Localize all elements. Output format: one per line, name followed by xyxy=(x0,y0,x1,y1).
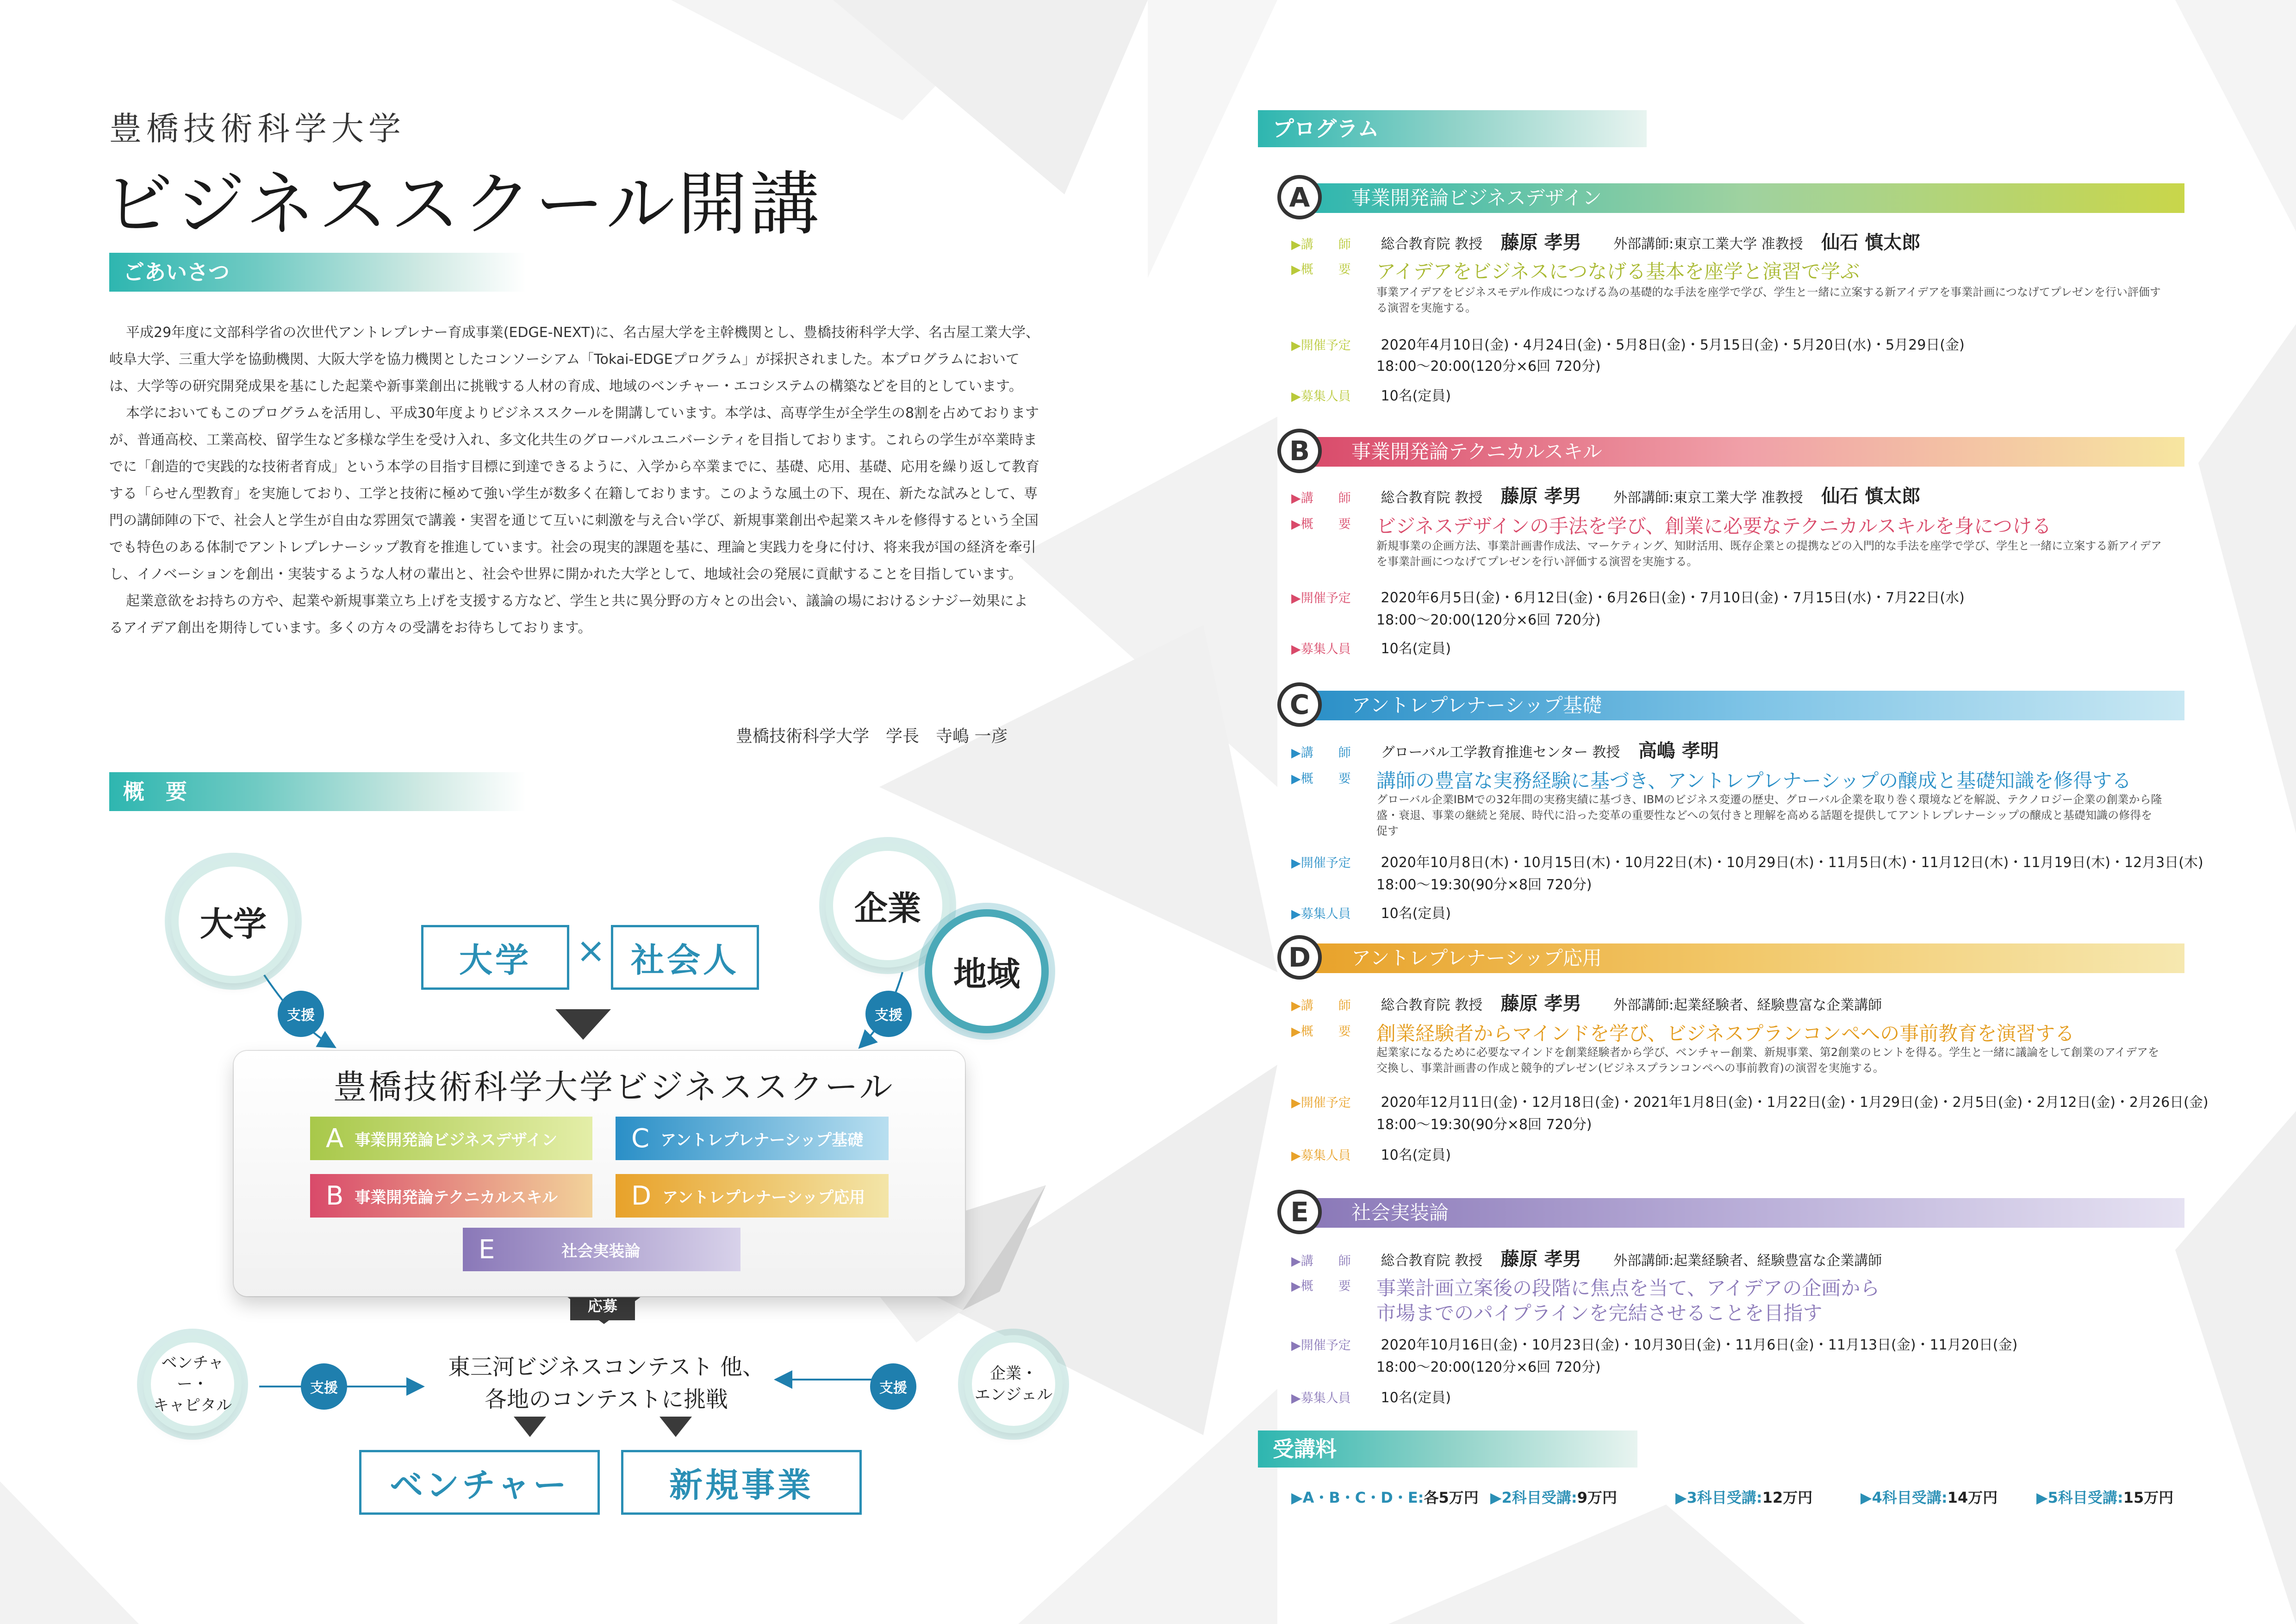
label: ▶募集人員 xyxy=(1291,642,1351,656)
label: ▶講 師 xyxy=(1291,237,1351,252)
chip-letter: E xyxy=(479,1234,495,1265)
lecturer-name: 高嶋 孝明 xyxy=(1638,740,1719,762)
fee-key: ▶2科目受講: xyxy=(1490,1489,1577,1506)
label: ▶講 師 xyxy=(1291,999,1351,1013)
apply-label: 応募 xyxy=(587,1297,617,1315)
course-chip-d xyxy=(616,1174,889,1218)
fee-item xyxy=(2036,1486,2173,1507)
fee-item xyxy=(1490,1486,1617,1507)
course-name: アントレプレナーシップ応用 xyxy=(1351,947,1602,969)
label: ▶募集人員 xyxy=(1291,907,1351,921)
lecturer-name: 藤原 孝男 xyxy=(1500,232,1581,253)
course-e-capacity xyxy=(1291,1386,1451,1406)
fee-item xyxy=(1291,1486,1479,1507)
course-band xyxy=(1305,1198,2184,1228)
greeting-paragraph: 平成29年度に文部科学省の次世代アントレプレナー育成事業(EDGE-NEXT)に、名古屋大学を主幹機関とし、豊橋技術科学大学、名古屋工業大学、岐阜大学、三重大学を協動機関、大阪大学を協力機関としたコンソーシアム「Tokai-EDGEプログラム」が採択されました。本プログラムにおいては、大学等の研究開発成果を基にした起業や新事業創出に挑戦する人材の育成、地域のベンチャー・エコシステムの構築などを目的としています。 xyxy=(109,325,1040,394)
course-name: 事業開発論テクニカルスキル xyxy=(1351,440,1602,463)
lecturer-affiliation: 総合教育院 教授 xyxy=(1381,1253,1483,1269)
external-affiliation: 外部講師:起業経験者、経験豊富な企業講師 xyxy=(1613,997,1882,1013)
course-b-time: 18:00～20:00(120分×6回 720分) xyxy=(1376,612,1601,628)
label: ▶概 要 xyxy=(1291,772,1351,786)
fee-key: ▶A・B・C・D・E: xyxy=(1291,1489,1424,1506)
label: ▶開催予定 xyxy=(1291,856,1351,870)
course-c-description: グローバル企業IBMでの32年間の実務実績に基づき、IBMのビジネス変遷の歴史、グローバル企業を取り巻く環境などを解説、テクノロジー企業の創業から隆盛・衰退、事業の継続と発展、時代に沿った変革の重要性などへの気付きと理解を高める話題を提供してアントレプレナーシップの醸成と基礎知識の修得を促す xyxy=(1376,793,2162,837)
course-b-subtitle: ビジネスデザインの手法を学び、創業に必要なテクニカルスキルを身につける xyxy=(1376,515,2052,537)
program-heading: プログラム xyxy=(1258,110,1647,147)
fee-item xyxy=(1675,1486,1812,1507)
course-d-description: 起業家になるために必要なマインドを創業経験者から学び、ベンチャー創業、新規事業、第2創業のヒントを得る。学生と一緒に議論をして創業のアイデアを交換し、事業計画書の作成と競争的プレゼン(ビジネスプランコンペへの事前教育)の演習を実施する。 xyxy=(1376,1046,2159,1074)
fee-value: 12万円 xyxy=(1762,1489,1813,1506)
fee-item xyxy=(1860,1486,1997,1507)
chip-label: 社会実装論 xyxy=(561,1242,641,1261)
vc-line1: ベンチャー・ xyxy=(161,1354,224,1393)
course-e-outline-label xyxy=(1291,1276,1376,1294)
course-e-header xyxy=(1277,1196,2184,1230)
course-d-outline-label xyxy=(1291,1021,1376,1039)
course-a-schedule xyxy=(1291,333,1965,354)
course-letter: D xyxy=(1277,935,1322,980)
course-d-capacity xyxy=(1291,1143,1451,1164)
lecturer-name: 藤原 孝男 xyxy=(1500,486,1581,507)
angel-line1: 企業・ xyxy=(989,1364,1037,1383)
course-chip-e xyxy=(463,1228,740,1271)
chip-label: 事業開発論ビジネスデザイン xyxy=(355,1131,558,1149)
course-c-time: 18:00～19:30(90分×8回 720分) xyxy=(1376,877,1592,893)
course-c-capacity xyxy=(1291,902,1451,922)
university-name: 豊橋技術科学大学 xyxy=(109,110,405,148)
chip-letter: A xyxy=(326,1123,344,1154)
support-badge: 支援 xyxy=(870,1363,916,1410)
course-d-schedule xyxy=(1291,1091,2209,1111)
external-affiliation: 外部講師:東京工業大学 准教授 xyxy=(1613,236,1803,252)
business-school-title: 豊橋技術科学大学ビジネススクール xyxy=(333,1068,895,1106)
fee-value: 9万円 xyxy=(1577,1489,1617,1506)
course-e-lecturer xyxy=(1291,1244,1882,1271)
course-b-description: 新規事業の企画方法、事業計画書作成法、マーケティング、知財活用、既存企業との提携などの入門的な手法を座学で学び、学生と一緒に立案する新アイデアを事業計画につなげてプレゼンを行い評価する演習を実施する。 xyxy=(1376,539,2162,568)
course-band xyxy=(1305,943,2184,973)
greeting-heading: ごあいさつ xyxy=(109,253,526,292)
venture-capital-circle xyxy=(151,1343,234,1426)
greeting-paragraph: 本学においてもこのプログラムを活用し、平成30年度よりビジネススクールを開講しています。本学は、高専学生が全学生の8割を占めておりますが、普通高校、工業高校、留学生など多様な学生を受け入れ、多文化共生のグローバルユニバーシティを目指しております。これらの学生が卒業時までに「創造的で実践的な技術者育成」という本学の目指す目標に到達できるように、入学から卒業までに、基礎、応用、基礎、応用を繰り返して教育する「らせん型教育」を実施しており、工学と技術に極めて強い学生が数多く在籍しております。このような風土の下、現在、新たな試みとして、専門の講師陣の下で、社会人と学生が自由な雰囲気で講義・実習を通じて互いに刺激を与え合い学び、新規事業創出や起業スキルを修得するという全国でも特色のある体制でアントレプレナーシップ教育を推進しています。社会の現実的課題を基に、理論と実践力を身に付け、将来我が国の経済を牽引し、イノベーションを創出・実装するような人材の輩出と、社会や世界に開かれた大学として、地域社会の発展に貢献することを目指しています。 xyxy=(109,405,1039,582)
course-a-subtitle: アイデアをビジネスにつなげる基本を座学と演習で学ぶ xyxy=(1376,260,1860,283)
course-e-subtitle: 事業計画立案後の段階に焦点を当て、アイデアの企画から xyxy=(1376,1277,1880,1299)
course-b-schedule xyxy=(1291,586,1965,606)
support-badge: 支援 xyxy=(865,991,912,1037)
label: ▶募集人員 xyxy=(1291,1391,1351,1405)
contest-line2: 各地のコンテストに挑戦 xyxy=(484,1387,728,1412)
university-box: 大学 xyxy=(421,925,569,990)
times-symbol: × xyxy=(576,930,606,971)
label: ▶募集人員 xyxy=(1291,389,1351,404)
course-b-outline-label xyxy=(1291,514,1376,532)
course-letter: B xyxy=(1277,429,1322,473)
chip-label: アントレプレナーシップ応用 xyxy=(662,1188,865,1207)
course-band xyxy=(1305,183,2184,213)
chip-letter: B xyxy=(326,1181,344,1211)
greeting-paragraph: 起業意欲をお持ちの方や、起業や新規事業立ち上げを支援する方など、学生と共に異分野の方々との出会い、議論の場におけるシナジー効果によるアイデア創出を期待しています。多くの方々の受講をお待ちしております。 xyxy=(109,593,1028,636)
label: ▶概 要 xyxy=(1291,262,1351,277)
course-band xyxy=(1305,437,2184,467)
capacity: 10名(定員) xyxy=(1381,906,1451,922)
course-d-time: 18:00～19:30(90分×8回 720分) xyxy=(1376,1117,1592,1133)
capacity: 10名(定員) xyxy=(1381,388,1451,404)
lecturer-affiliation: 総合教育院 教授 xyxy=(1381,490,1483,506)
label: ▶開催予定 xyxy=(1291,1338,1351,1353)
course-a-capacity xyxy=(1291,384,1451,405)
course-c-subtitle: 講師の豊富な実務経験に基づき、アントレプレナーシップの醸成と基礎知識を修得する xyxy=(1376,769,2132,792)
support-badge: 支援 xyxy=(278,991,324,1037)
fee-key: ▶4科目受講: xyxy=(1860,1489,1948,1506)
region-circle: 地域 xyxy=(932,917,1041,1026)
support-badge: 支援 xyxy=(301,1363,347,1410)
lecturer-name: 藤原 孝男 xyxy=(1500,993,1581,1014)
course-e-time: 18:00～20:00(120分×6回 720分) xyxy=(1376,1359,1601,1375)
external-affiliation: 外部講師:起業経験者、経験豊富な企業講師 xyxy=(1613,1253,1882,1269)
contest-text xyxy=(435,1351,778,1416)
course-c-lecturer xyxy=(1291,736,1719,762)
capacity: 10名(定員) xyxy=(1381,641,1451,657)
label: ▶講 師 xyxy=(1291,1254,1351,1268)
chip-letter: C xyxy=(631,1123,650,1154)
label: ▶開催予定 xyxy=(1291,338,1351,353)
course-a-header xyxy=(1277,181,2184,215)
university-circle: 大学 xyxy=(179,867,288,976)
course-name: 事業開発論ビジネスデザイン xyxy=(1351,187,1602,209)
label: ▶概 要 xyxy=(1291,517,1351,531)
label: ▶概 要 xyxy=(1291,1279,1351,1293)
course-a-outline-label xyxy=(1291,259,1376,277)
course-chip-b xyxy=(310,1174,592,1218)
course-e-schedule xyxy=(1291,1333,2017,1354)
label: ▶概 要 xyxy=(1291,1024,1351,1039)
new-business-box: 新規事業 xyxy=(621,1450,862,1515)
course-letter: A xyxy=(1277,175,1322,219)
venture-box: ベンチャー xyxy=(359,1450,600,1515)
label: ▶開催予定 xyxy=(1291,1096,1351,1110)
angel-line2: エンジェル xyxy=(974,1386,1053,1404)
course-c-header xyxy=(1277,689,2184,722)
course-name: 社会実装論 xyxy=(1351,1201,1449,1224)
course-a-lecturer xyxy=(1291,228,1920,254)
label: ▶講 師 xyxy=(1291,491,1351,506)
course-band xyxy=(1305,691,2184,720)
lecturer-name: 藤原 孝男 xyxy=(1500,1249,1581,1270)
course-b-lecturer xyxy=(1291,481,1920,508)
label: ▶講 師 xyxy=(1291,746,1351,760)
course-b-header xyxy=(1277,435,2184,468)
course-d-header xyxy=(1277,942,2184,975)
course-c-outline-label xyxy=(1291,768,1376,787)
capacity: 10名(定員) xyxy=(1381,1390,1451,1406)
course-name: アントレプレナーシップ基礎 xyxy=(1351,694,1602,717)
lecturer-affiliation: 総合教育院 教授 xyxy=(1381,997,1483,1013)
vc-line2: キャピタル xyxy=(153,1396,232,1415)
course-d-subtitle: 創業経験者からマインドを学び、ビジネスプランコンペへの事前教育を演習する xyxy=(1376,1022,2075,1045)
course-letter: C xyxy=(1277,682,1322,727)
company-circle: 企業 xyxy=(833,851,942,960)
adult-box: 社会人 xyxy=(611,925,759,990)
angel-circle xyxy=(972,1343,1055,1426)
fee-value: 各5万円 xyxy=(1424,1489,1479,1506)
fee-heading: 受講料 xyxy=(1258,1430,1637,1468)
label: ▶募集人員 xyxy=(1291,1149,1351,1163)
dates: 2020年6月5日(金)・6月12日(金)・6月26日(金)・7月10日(金)・7月15日(水)・7月22日(水) xyxy=(1381,590,1965,606)
overview-heading: 概 要 xyxy=(109,772,526,811)
chip-letter: D xyxy=(631,1181,652,1211)
course-a-time: 18:00～20:00(120分×6回 720分) xyxy=(1376,358,1601,375)
course-letter: E xyxy=(1277,1190,1322,1234)
course-a-description: 事業アイデアをビジネスモデル作成につなげる為の基礎的な手法を座学で学び、学生と一緒に立案する新アイデアを事業計画につなげてプレゼンを行い評価する演習を実施する。 xyxy=(1376,286,2161,314)
page-title: ビジネススクール開講 xyxy=(104,164,822,245)
dates: 2020年12月11日(金)・12月18日(金)・2021年1月8日(金)・1月22日(金)・1月29日(金)・2月5日(金)・2月12日(金)・2月26日(金) xyxy=(1381,1094,2209,1111)
course-chip-a xyxy=(310,1117,592,1160)
label: ▶開催予定 xyxy=(1291,591,1351,606)
fee-key: ▶3科目受講: xyxy=(1675,1489,1762,1506)
course-d-lecturer xyxy=(1291,989,1882,1015)
dates: 2020年10月8日(木)・10月15日(木)・10月22日(木)・10月29日(木)・11月5日(木)・11月12日(木)・11月19日(木)・12月3日(木) xyxy=(1381,855,2203,871)
external-name: 仙石 慎太郎 xyxy=(1821,232,1921,253)
external-affiliation: 外部講師:東京工業大学 准教授 xyxy=(1613,490,1803,506)
capacity: 10名(定員) xyxy=(1381,1147,1451,1163)
dates: 2020年4月10日(金)・4月24日(金)・5月8日(金)・5月15日(金)・5月20日(水)・5月29日(金) xyxy=(1381,337,1965,353)
fee-key: ▶5科目受講: xyxy=(2036,1489,2123,1506)
fee-value: 14万円 xyxy=(1947,1489,1998,1506)
course-c-schedule xyxy=(1291,851,2203,871)
chip-label: アントレプレナーシップ基礎 xyxy=(660,1131,864,1149)
chip-label: 事業開発論テクニカルスキル xyxy=(355,1188,558,1207)
president-signature: 豊橋技術科学大学 学長 寺嶋 一彦 xyxy=(736,727,1008,746)
course-e-subtitle2: 市場までのパイプラインを完結させることを目指す xyxy=(1376,1302,1823,1324)
dates: 2020年10月16日(金)・10月23日(金)・10月30日(金)・11月6日(金)・11月13日(金)・11月20日(金) xyxy=(1381,1337,2018,1353)
contest-line1: 東三河ビジネスコンテスト 他、 xyxy=(448,1354,765,1380)
lecturer-affiliation: グローバル工学教育推進センター 教授 xyxy=(1381,744,1620,761)
external-name: 仙石 慎太郎 xyxy=(1821,486,1921,507)
lecturer-affiliation: 総合教育院 教授 xyxy=(1381,236,1483,252)
fee-value: 15万円 xyxy=(2123,1489,2174,1506)
course-chip-c xyxy=(616,1117,889,1160)
course-b-capacity xyxy=(1291,637,1451,657)
